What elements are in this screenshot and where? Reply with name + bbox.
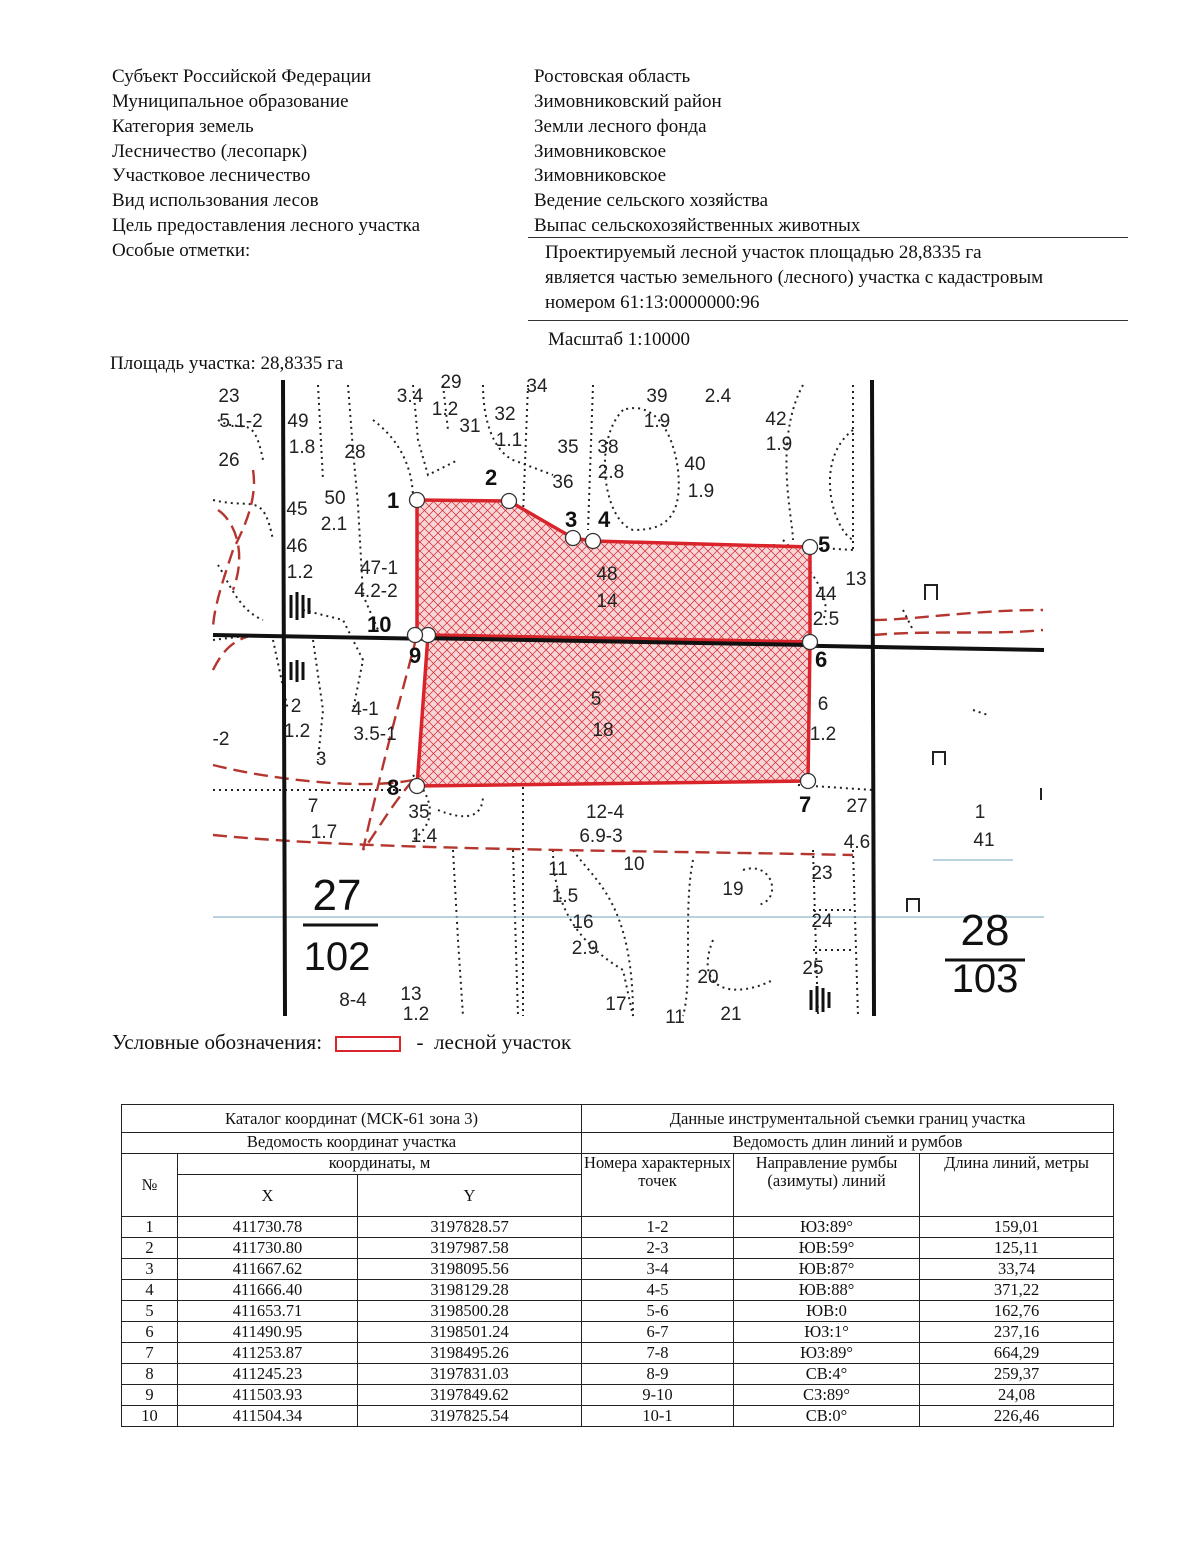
- stand-label: 10: [623, 854, 645, 875]
- table-cell-y: 3197828.57: [358, 1217, 582, 1238]
- attr-value-forest-use: Ведение сельского хозяйства: [534, 190, 769, 211]
- vertex-3: [566, 531, 581, 546]
- stand-label: 1.2: [809, 724, 837, 745]
- stand-label: 35: [408, 802, 430, 823]
- table-cell-pts: 6-7: [582, 1322, 734, 1343]
- stand-label: 1.8: [288, 437, 316, 458]
- table-row: [122, 1364, 1114, 1385]
- table-cell-len: 664,29: [920, 1343, 1114, 1364]
- col-header-direction: Направление румбы (азимуты) линий: [734, 1154, 920, 1217]
- special-marks-line: Проектируемый лесной участок площадью 28,8335 га: [545, 242, 982, 263]
- stand-label: 2.4: [704, 386, 732, 407]
- table-cell-dir: СВ:4°: [734, 1364, 920, 1385]
- table-cell-x: 411653.71: [178, 1301, 358, 1322]
- stand-label: 1: [974, 802, 986, 823]
- table-cell-len: 33,74: [920, 1259, 1114, 1280]
- special-marks-label: Особые отметки:: [112, 240, 251, 261]
- parcel-south: [417, 635, 810, 786]
- vertex-label: 8: [387, 775, 400, 800]
- table-subtitle-right: Ведомость длин линий и румбов: [582, 1133, 1114, 1154]
- stand-label: 4-1: [351, 699, 379, 720]
- table-cell-dir: ЮЗ:89°: [734, 1343, 920, 1364]
- table-row: [122, 1217, 1114, 1238]
- vertex-1: [410, 493, 425, 508]
- stand-label: 35: [557, 437, 579, 458]
- stand-label: 1.5: [551, 886, 579, 907]
- stand-label: 11: [665, 1007, 685, 1028]
- stand-label: 47-1: [359, 558, 399, 579]
- table-cell-dir: СВ:0°: [734, 1406, 920, 1427]
- forest-map: [212, 372, 1044, 1028]
- table-row: [122, 1406, 1114, 1427]
- stand-label: 50: [324, 488, 346, 509]
- stand-label: 29: [440, 372, 462, 393]
- special-marks-line: является частью земельного (лесного) участка с кадастровым: [545, 267, 1044, 288]
- table-cell-dir: ЮВ:88°: [734, 1280, 920, 1301]
- stand-label: 28: [344, 442, 366, 463]
- stand-label: 1.2: [283, 721, 311, 742]
- special-marks-line: номером 61:13:0000000:96: [545, 292, 760, 313]
- vertex-label: 4: [598, 507, 611, 532]
- vertex-label: 3: [565, 507, 578, 532]
- legend-text: лесной участок: [434, 1030, 572, 1054]
- stand-label: 24: [811, 911, 833, 932]
- stand-label: 17: [605, 994, 627, 1015]
- table-cell-y: 3197831.03: [358, 1364, 582, 1385]
- table-cell-len: 159,01: [920, 1217, 1114, 1238]
- stand-label: 49: [287, 411, 309, 432]
- col-header-y: Y: [358, 1175, 582, 1217]
- stand-label: 42: [765, 409, 787, 430]
- block-number-bottom: 103: [951, 957, 1019, 1001]
- stand-label: 48: [596, 564, 618, 585]
- table-cell-n: 4: [122, 1280, 178, 1301]
- stand-label: -2: [212, 729, 230, 750]
- stand-label: 11: [548, 859, 568, 880]
- parcel-area: Площадь участка: 28,8335 га: [110, 353, 344, 374]
- table-cell-n: 7: [122, 1343, 178, 1364]
- stand-label: 1.9: [643, 411, 671, 432]
- stand-label: 6: [817, 694, 829, 715]
- table-cell-x: 411730.80: [178, 1238, 358, 1259]
- divider-bottom: [528, 320, 1128, 321]
- stand-label: 14: [596, 591, 618, 612]
- stand-label: 1.1: [495, 430, 523, 451]
- stand-label: 5: [590, 689, 602, 710]
- stand-label: 27: [846, 796, 868, 817]
- table-cell-n: 10: [122, 1406, 178, 1427]
- table-cell-x: 411730.78: [178, 1217, 358, 1238]
- vertex-label: 7: [799, 792, 812, 817]
- stand-label: 13: [845, 569, 867, 590]
- attr-label-forest-use: Вид использования лесов: [112, 190, 319, 211]
- stand-label: 18: [592, 720, 614, 741]
- stand-label: 31: [459, 416, 481, 437]
- table-cell-pts: 8-9: [582, 1364, 734, 1385]
- table-cell-y: 3198501.24: [358, 1322, 582, 1343]
- table-cell-y: 3197825.54: [358, 1406, 582, 1427]
- table-cell-x: 411504.34: [178, 1406, 358, 1427]
- table-cell-n: 1: [122, 1217, 178, 1238]
- table-row: [122, 1301, 1114, 1322]
- table-cell-dir: ЮВ:59°: [734, 1238, 920, 1259]
- vertex-label: 6: [815, 647, 828, 672]
- col-header-number: №: [122, 1154, 178, 1217]
- stand-label: 23: [218, 386, 240, 407]
- attr-label-municipality: Муниципальное образование: [112, 91, 349, 112]
- attr-label-land-category: Категория земель: [112, 116, 254, 137]
- table-cell-pts: 3-4: [582, 1259, 734, 1280]
- block-number-bottom: 102: [303, 935, 371, 979]
- stand-label: 1.2: [286, 562, 314, 583]
- table-cell-pts: 7-8: [582, 1343, 734, 1364]
- table-row: [122, 1238, 1114, 1259]
- stand-label: 7: [307, 796, 319, 817]
- map-scale: Масштаб 1:10000: [548, 329, 691, 350]
- stand-label: 23: [811, 863, 833, 884]
- stand-label: 39: [646, 386, 668, 407]
- attr-label-forestry: Лесничество (лесопарк): [112, 141, 308, 162]
- stand-label: 1.4: [410, 826, 438, 847]
- stand-label: 1.7: [310, 822, 338, 843]
- stand-label: 2.8: [597, 462, 625, 483]
- table-body: [122, 1217, 1114, 1427]
- stand-label: 44: [815, 584, 837, 605]
- stand-label: 12-4: [585, 802, 625, 823]
- table-cell-pts: 2-3: [582, 1238, 734, 1259]
- table-cell-pts: 1-2: [582, 1217, 734, 1238]
- stand-label: 4.6: [843, 832, 871, 853]
- attr-value-land-category: Земли лесного фонда: [534, 116, 707, 137]
- table-row: [122, 1322, 1114, 1343]
- stand-label: 25: [802, 958, 824, 979]
- stand-label: 20: [697, 967, 719, 988]
- attr-label-subject: Субъект Российской Федерации: [112, 66, 372, 87]
- table-cell-n: 2: [122, 1238, 178, 1259]
- table-cell-n: 6: [122, 1322, 178, 1343]
- coordinates-table: [121, 1104, 1114, 1427]
- table-row: [122, 1259, 1114, 1280]
- table-cell-n: 5: [122, 1301, 178, 1322]
- stand-label: 6.9-3: [579, 826, 623, 847]
- stand-label: 16: [572, 912, 594, 933]
- table-row: [122, 1385, 1114, 1406]
- stand-label: 3.5-1: [353, 724, 397, 745]
- stand-label: 2.5: [812, 609, 840, 630]
- block-number-top: 28: [960, 906, 1010, 955]
- table-cell-len: 162,76: [920, 1301, 1114, 1322]
- stand-label: 1.2: [431, 399, 459, 420]
- stand-label: 13: [400, 984, 422, 1005]
- table-row: [122, 1280, 1114, 1301]
- vertex-label: 1: [387, 488, 400, 513]
- table-cell-x: 411490.95: [178, 1322, 358, 1343]
- attr-value-subject: Ростовская область: [534, 66, 691, 87]
- table-cell-n: 8: [122, 1364, 178, 1385]
- stand-label: 45: [286, 499, 308, 520]
- table-cell-pts: 4-5: [582, 1280, 734, 1301]
- table-cell-n: 3: [122, 1259, 178, 1280]
- stand-label: 5.1-2: [219, 411, 263, 432]
- table-row: [122, 1343, 1114, 1364]
- col-header-length: Длина линий, метры: [920, 1154, 1114, 1217]
- attr-value-forestry: Зимовниковское: [534, 141, 667, 162]
- vertex-4: [586, 534, 601, 549]
- block-number-top: 27: [312, 871, 362, 920]
- stand-label: 2.1: [320, 514, 348, 535]
- stand-label: 2: [290, 696, 302, 717]
- col-header-coords: координаты, м: [178, 1154, 582, 1175]
- table-cell-pts: 10-1: [582, 1406, 734, 1427]
- stand-label: 8-4: [339, 990, 367, 1011]
- stand-label: 3.4: [396, 386, 424, 407]
- stand-label: 34: [526, 376, 548, 397]
- table-cell-x: 411503.93: [178, 1385, 358, 1406]
- attr-label-purpose: Цель предоставления лесного участка: [112, 215, 421, 236]
- attr-label-district-forestry: Участковое лесничество: [112, 165, 311, 186]
- stand-label: 21: [720, 1004, 742, 1025]
- map-legend: [112, 1030, 571, 1055]
- legend-dash: -: [416, 1030, 424, 1054]
- vertex-10: [408, 628, 423, 643]
- vertex-2: [502, 494, 517, 509]
- attr-value-municipality: Зимовниковский район: [534, 91, 722, 112]
- table-subtitle-left: Ведомость координат участка: [122, 1133, 582, 1154]
- table-cell-y: 3197849.62: [358, 1385, 582, 1406]
- table-cell-x: 411253.87: [178, 1343, 358, 1364]
- attr-value-purpose: Выпас сельскохозяйственных животных: [534, 215, 861, 236]
- stand-label: 3: [315, 749, 327, 770]
- legend-parcel-swatch: [335, 1036, 401, 1052]
- attr-value-district-forestry: Зимовниковское: [534, 165, 667, 186]
- special-marks-text: [545, 240, 1135, 315]
- vertex-label: 5: [818, 532, 831, 557]
- table-cell-y: 3198495.26: [358, 1343, 582, 1364]
- col-header-points: Номера характерных точек: [582, 1154, 734, 1217]
- vertex-8: [410, 779, 425, 794]
- table-cell-y: 3198500.28: [358, 1301, 582, 1322]
- table-cell-dir: ЮЗ:1°: [734, 1322, 920, 1343]
- table-cell-dir: ЮЗ:89°: [734, 1217, 920, 1238]
- vertex-label: 2: [485, 465, 498, 490]
- col-header-x: X: [178, 1175, 358, 1217]
- table-cell-len: 259,37: [920, 1364, 1114, 1385]
- stand-label: 26: [218, 450, 240, 471]
- table-cell-pts: 5-6: [582, 1301, 734, 1322]
- table-cell-len: 371,22: [920, 1280, 1114, 1301]
- stand-label: 19: [722, 879, 744, 900]
- table-cell-dir: СЗ:89°: [734, 1385, 920, 1406]
- table-cell-dir: ЮВ:87°: [734, 1259, 920, 1280]
- table-cell-dir: ЮВ:0: [734, 1301, 920, 1322]
- table-cell-len: 226,46: [920, 1406, 1114, 1427]
- table-cell-x: 411245.23: [178, 1364, 358, 1385]
- vertex-label: 9: [409, 643, 422, 668]
- table-cell-y: 3198129.28: [358, 1280, 582, 1301]
- table-cell-y: 3197987.58: [358, 1238, 582, 1259]
- legend-label: Условные обозначения:: [112, 1030, 323, 1054]
- stand-label: 36: [552, 472, 574, 493]
- stand-label: 38: [597, 437, 619, 458]
- table-cell-len: 125,11: [920, 1238, 1114, 1259]
- table-cell-len: 237,16: [920, 1322, 1114, 1343]
- stand-label: 32: [494, 404, 516, 425]
- stand-label: 1.9: [687, 481, 715, 502]
- stand-label: 4.2-2: [354, 581, 398, 602]
- table-title-right: Данные инструментальной съемки границ участка: [582, 1105, 1114, 1133]
- table-cell-n: 9: [122, 1385, 178, 1406]
- stand-label: 46: [286, 536, 308, 557]
- table-cell-x: 411667.62: [178, 1259, 358, 1280]
- stand-label: 41: [973, 830, 995, 851]
- vertex-label: 10: [367, 612, 392, 637]
- table-cell-len: 24,08: [920, 1385, 1114, 1406]
- vertex-7: [801, 774, 816, 789]
- table-title-left: Каталог координат (МСК-61 зона 3): [122, 1105, 582, 1133]
- table-cell-x: 411666.40: [178, 1280, 358, 1301]
- vertex-5: [803, 540, 818, 555]
- stand-label: 1.2: [402, 1004, 430, 1025]
- stand-label: 1.9: [765, 434, 793, 455]
- table-cell-y: 3198095.56: [358, 1259, 582, 1280]
- stand-label: 40: [684, 454, 706, 475]
- divider-top: [528, 237, 1128, 238]
- stand-label: 2.9: [571, 938, 599, 959]
- table-cell-pts: 9-10: [582, 1385, 734, 1406]
